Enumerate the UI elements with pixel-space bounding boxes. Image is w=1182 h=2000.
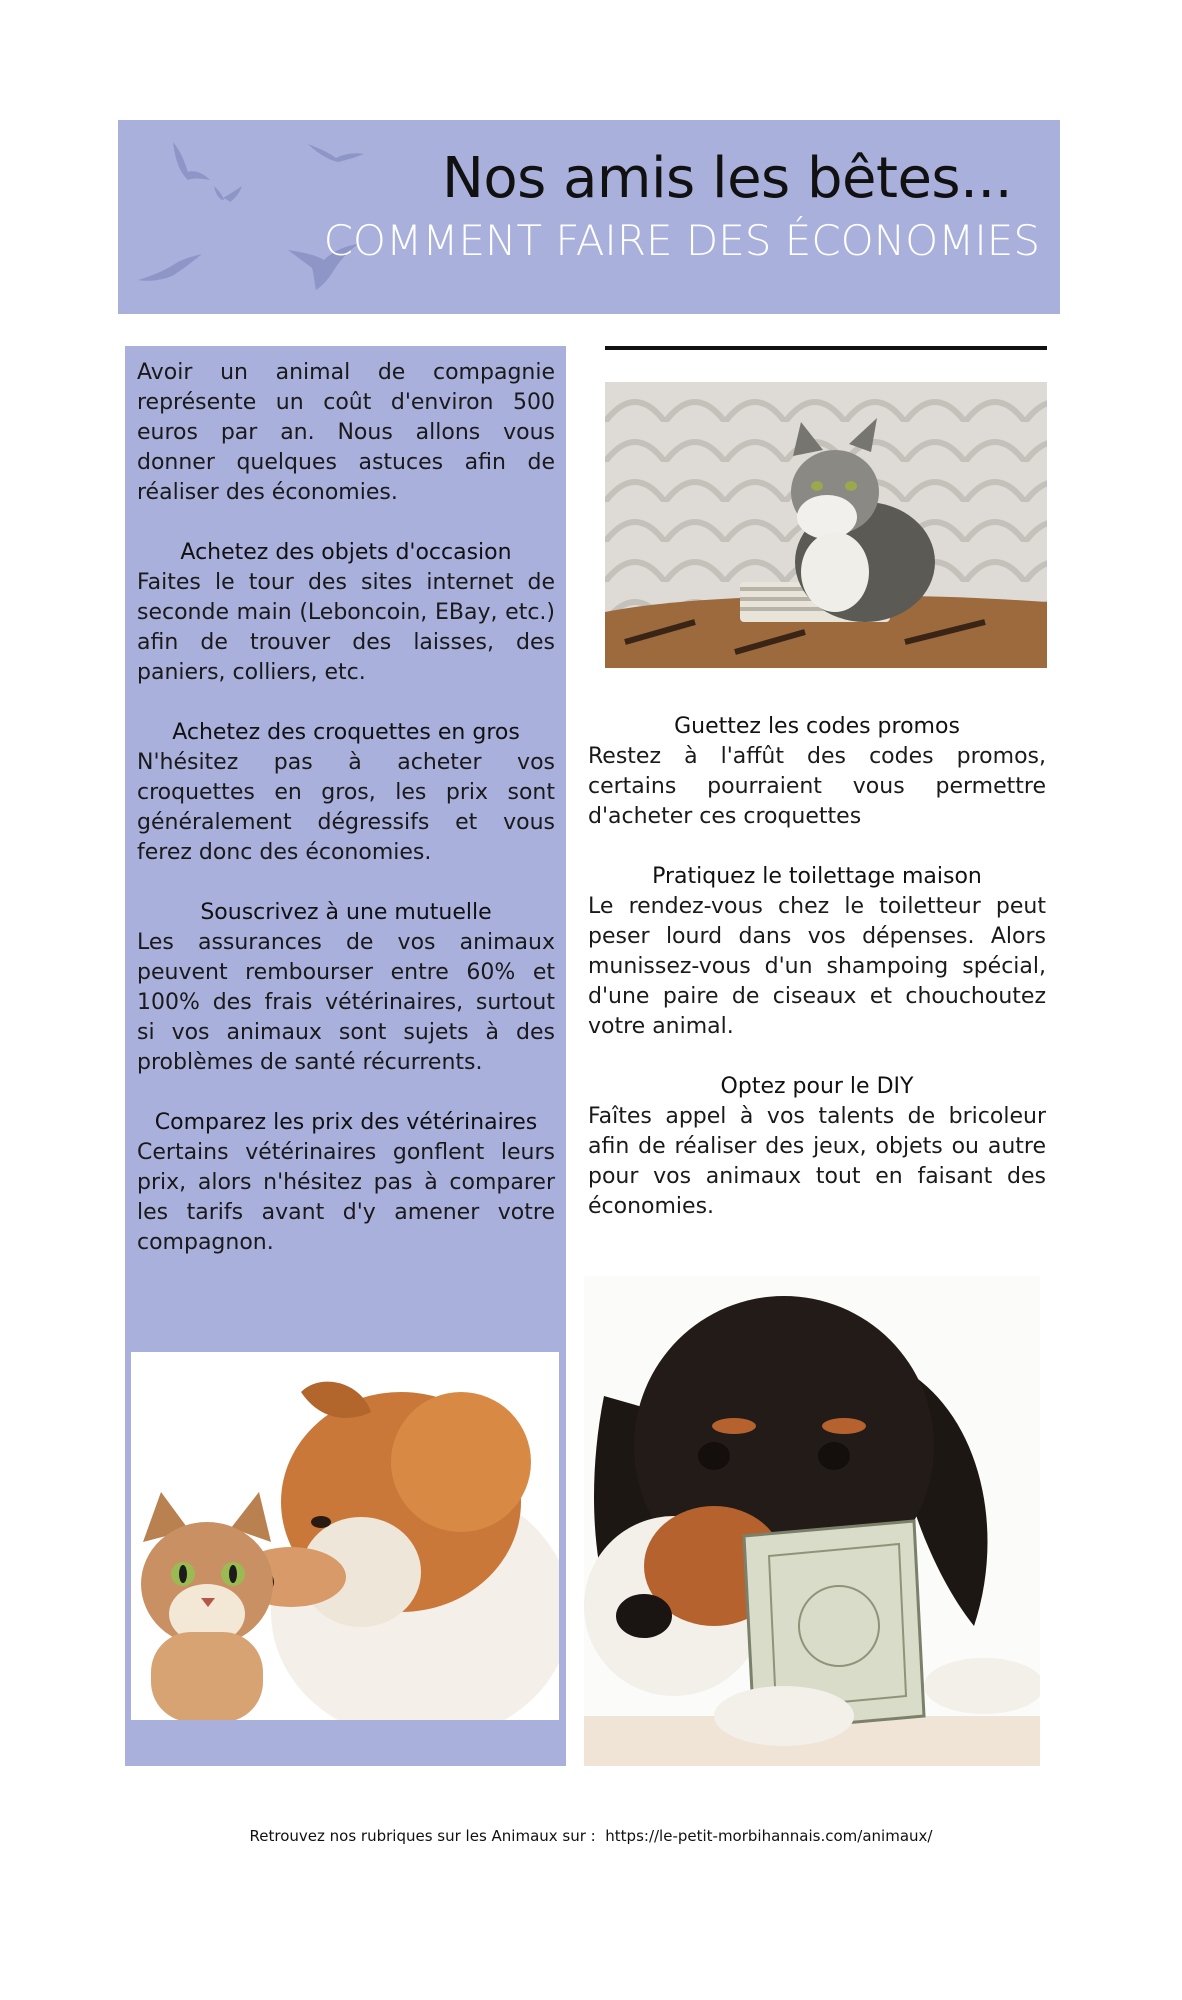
section-body-occasion: Faites le tour des sites internet de seconde main (Leboncoin, EBay, etc.) afin de trouver des laisses, des paniers, colliers, etc. [137, 570, 555, 685]
page-subtitle: COMMENT FAIRE DES ÉCONOMIES [323, 216, 1040, 265]
left-column-text [137, 358, 555, 1258]
section-heading-mutuelle: Souscrivez à une mutuelle [200, 900, 492, 925]
right-column-text [588, 712, 1046, 1222]
section-body-mutuelle: Les assurances de vos animaux peuvent rembourser entre 60% et 100% des frais vétérinaires, surtout si vos animaux sont sujets à des problèmes de santé récurrents. [137, 930, 555, 1075]
dog-and-cat-photo [131, 1352, 559, 1720]
section-heading-promos: Guettez les codes promos [674, 714, 960, 739]
section-heading-croquettes: Achetez des croquettes en gros [172, 720, 520, 745]
section-body-toilettage: Le rendez-vous chez le toiletteur peut peser lourd dans vos dépenses. Alors munissez-vous d'un shampoing spécial, d'une paire de ciseaux et chouchoutez votre animal. [588, 894, 1046, 1039]
section-body-croquettes: N'hésitez pas à acheter vos croquettes en gros, les prix sont généralement dégressifs et vous ferez donc des économies. [137, 750, 555, 865]
divider-line [605, 346, 1047, 350]
footer-link[interactable]: https://le-petit-morbihannais.com/animaux/ [605, 1827, 933, 1845]
section-body-veterinaires: Certains vétérinaires gonflent leurs prix, alors n'hésitez pas à comparer les tarifs avant d'y amener votre compagnon. [137, 1140, 555, 1255]
section-heading-occasion: Achetez des objets d'occasion [180, 540, 512, 565]
cat-on-money-photo [605, 382, 1047, 668]
section-body-diy: Faîtes appel à vos talents de bricoleur afin de réaliser des jeux, objets ou autre pour vos animaux tout en faisant des économies. [588, 1104, 1046, 1219]
left-column [125, 346, 566, 1766]
footer [0, 1827, 1182, 1845]
section-heading-diy: Optez pour le DIY [720, 1074, 914, 1099]
header-banner [118, 120, 1060, 314]
section-heading-toilettage: Pratiquez le toilettage maison [652, 864, 982, 889]
section-heading-veterinaires: Comparez les prix des vétérinaires [154, 1110, 538, 1135]
footer-label: Retrouvez nos rubriques sur les Animaux sur : [249, 1827, 596, 1845]
puppy-with-banknote-photo [584, 1276, 1040, 1766]
section-body-promos: Restez à l'affût des codes promos, certains pourraient vous permettre d'acheter ces croquettes [588, 744, 1046, 829]
intro-paragraph: Avoir un animal de compagnie représente un coût d'environ 500 euros par an. Nous allons vous donner quelques astuces afin de réaliser des économies. [137, 360, 555, 505]
page-title: Nos amis les bêtes... [441, 146, 1012, 211]
